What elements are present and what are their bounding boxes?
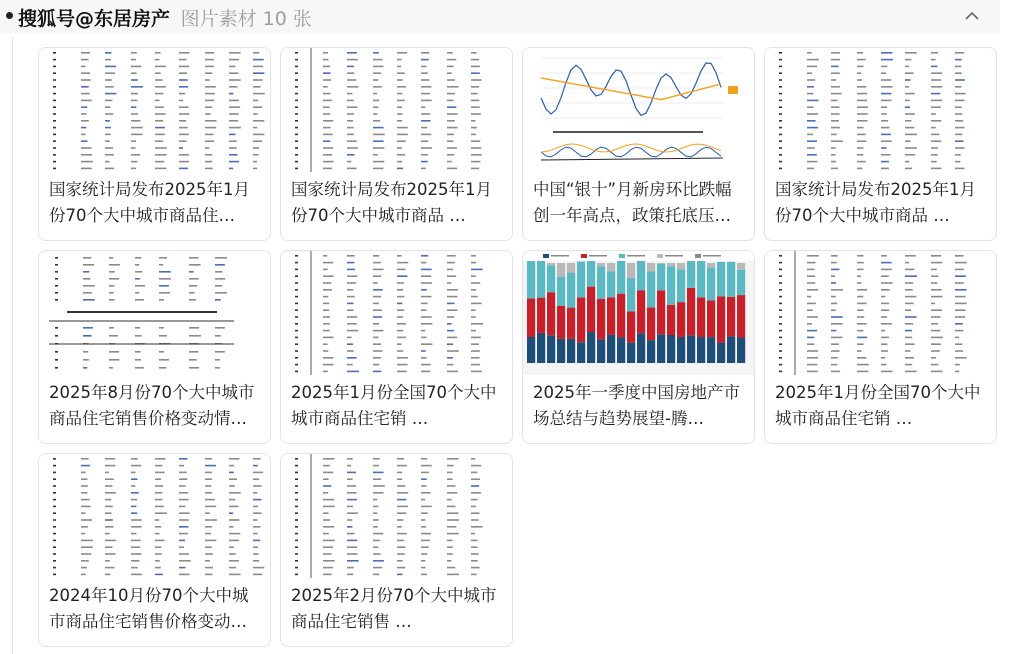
card-caption[interactable]: 2025年一季度中国房地产市场总结与趋势展望-腾… xyxy=(533,383,740,428)
table-texture xyxy=(779,251,967,375)
thumbnail-image[interactable] xyxy=(39,454,270,578)
thumbnail-image[interactable] xyxy=(765,251,996,375)
card-caption[interactable]: 国家统计局发布2025年1月份70个大中城市商品住… xyxy=(49,180,250,225)
image-card[interactable] xyxy=(280,453,513,647)
card-caption[interactable]: 2025年1月份全国70个大中城市商品住宅销 … xyxy=(775,383,981,428)
image-card[interactable] xyxy=(280,250,513,444)
image-card[interactable] xyxy=(522,250,755,444)
section-title xyxy=(18,4,312,31)
overlay-text: 图片素材 10 张 xyxy=(180,8,312,30)
card-caption[interactable]: 国家统计局发布2025年1月份70个大中城市商品 … xyxy=(775,180,976,225)
thumbnail-image[interactable] xyxy=(281,251,512,375)
stacked-bar-texture xyxy=(523,251,754,375)
table-texture xyxy=(295,48,482,172)
table-texture xyxy=(55,327,225,369)
image-card[interactable] xyxy=(764,250,997,444)
line-chart-texture xyxy=(523,48,754,172)
thumbnail-image[interactable] xyxy=(281,454,512,578)
image-card[interactable] xyxy=(280,47,513,241)
thumbnail-image[interactable] xyxy=(523,251,754,375)
section-header xyxy=(0,0,1000,34)
chevron-up-icon[interactable] xyxy=(962,6,982,26)
image-card[interactable] xyxy=(38,47,271,241)
card-caption[interactable]: 2025年1月份全国70个大中城市商品住宅销 … xyxy=(291,383,497,428)
thumbnail-image[interactable] xyxy=(281,48,512,172)
table-texture xyxy=(779,52,966,169)
thumbnail-image[interactable] xyxy=(765,48,996,172)
image-card[interactable] xyxy=(38,453,271,647)
table-texture xyxy=(55,257,227,301)
image-card[interactable] xyxy=(38,250,271,444)
card-caption[interactable]: 2025年8月份70个大中城市商品住宅销售价格变动情… xyxy=(49,383,255,428)
table-texture xyxy=(53,52,265,169)
thumbnail-image[interactable] xyxy=(39,48,270,172)
table-texture xyxy=(295,251,483,375)
card-caption[interactable]: 2025年2月份70个大中城市商品住宅销售 … xyxy=(291,586,497,631)
watermark-title: 搜狐号@东居房产 xyxy=(18,8,171,30)
left-divider xyxy=(12,36,13,654)
thumbnail-image[interactable] xyxy=(39,251,270,375)
table-texture xyxy=(295,454,483,578)
thumbnail-image[interactable] xyxy=(523,48,754,172)
card-caption[interactable]: 2024年10月份70个大中城市商品住宅销售价格变动… xyxy=(49,586,249,631)
table-texture xyxy=(53,458,264,575)
image-card[interactable] xyxy=(764,47,997,241)
image-card[interactable] xyxy=(522,47,755,241)
card-caption[interactable]: 国家统计局发布2025年1月份70个大中城市商品 … xyxy=(291,180,492,225)
bullet-icon xyxy=(6,12,13,19)
card-caption[interactable]: 中国“银十”月新房环比跌幅创一年高点，政策托底压… xyxy=(533,180,732,225)
